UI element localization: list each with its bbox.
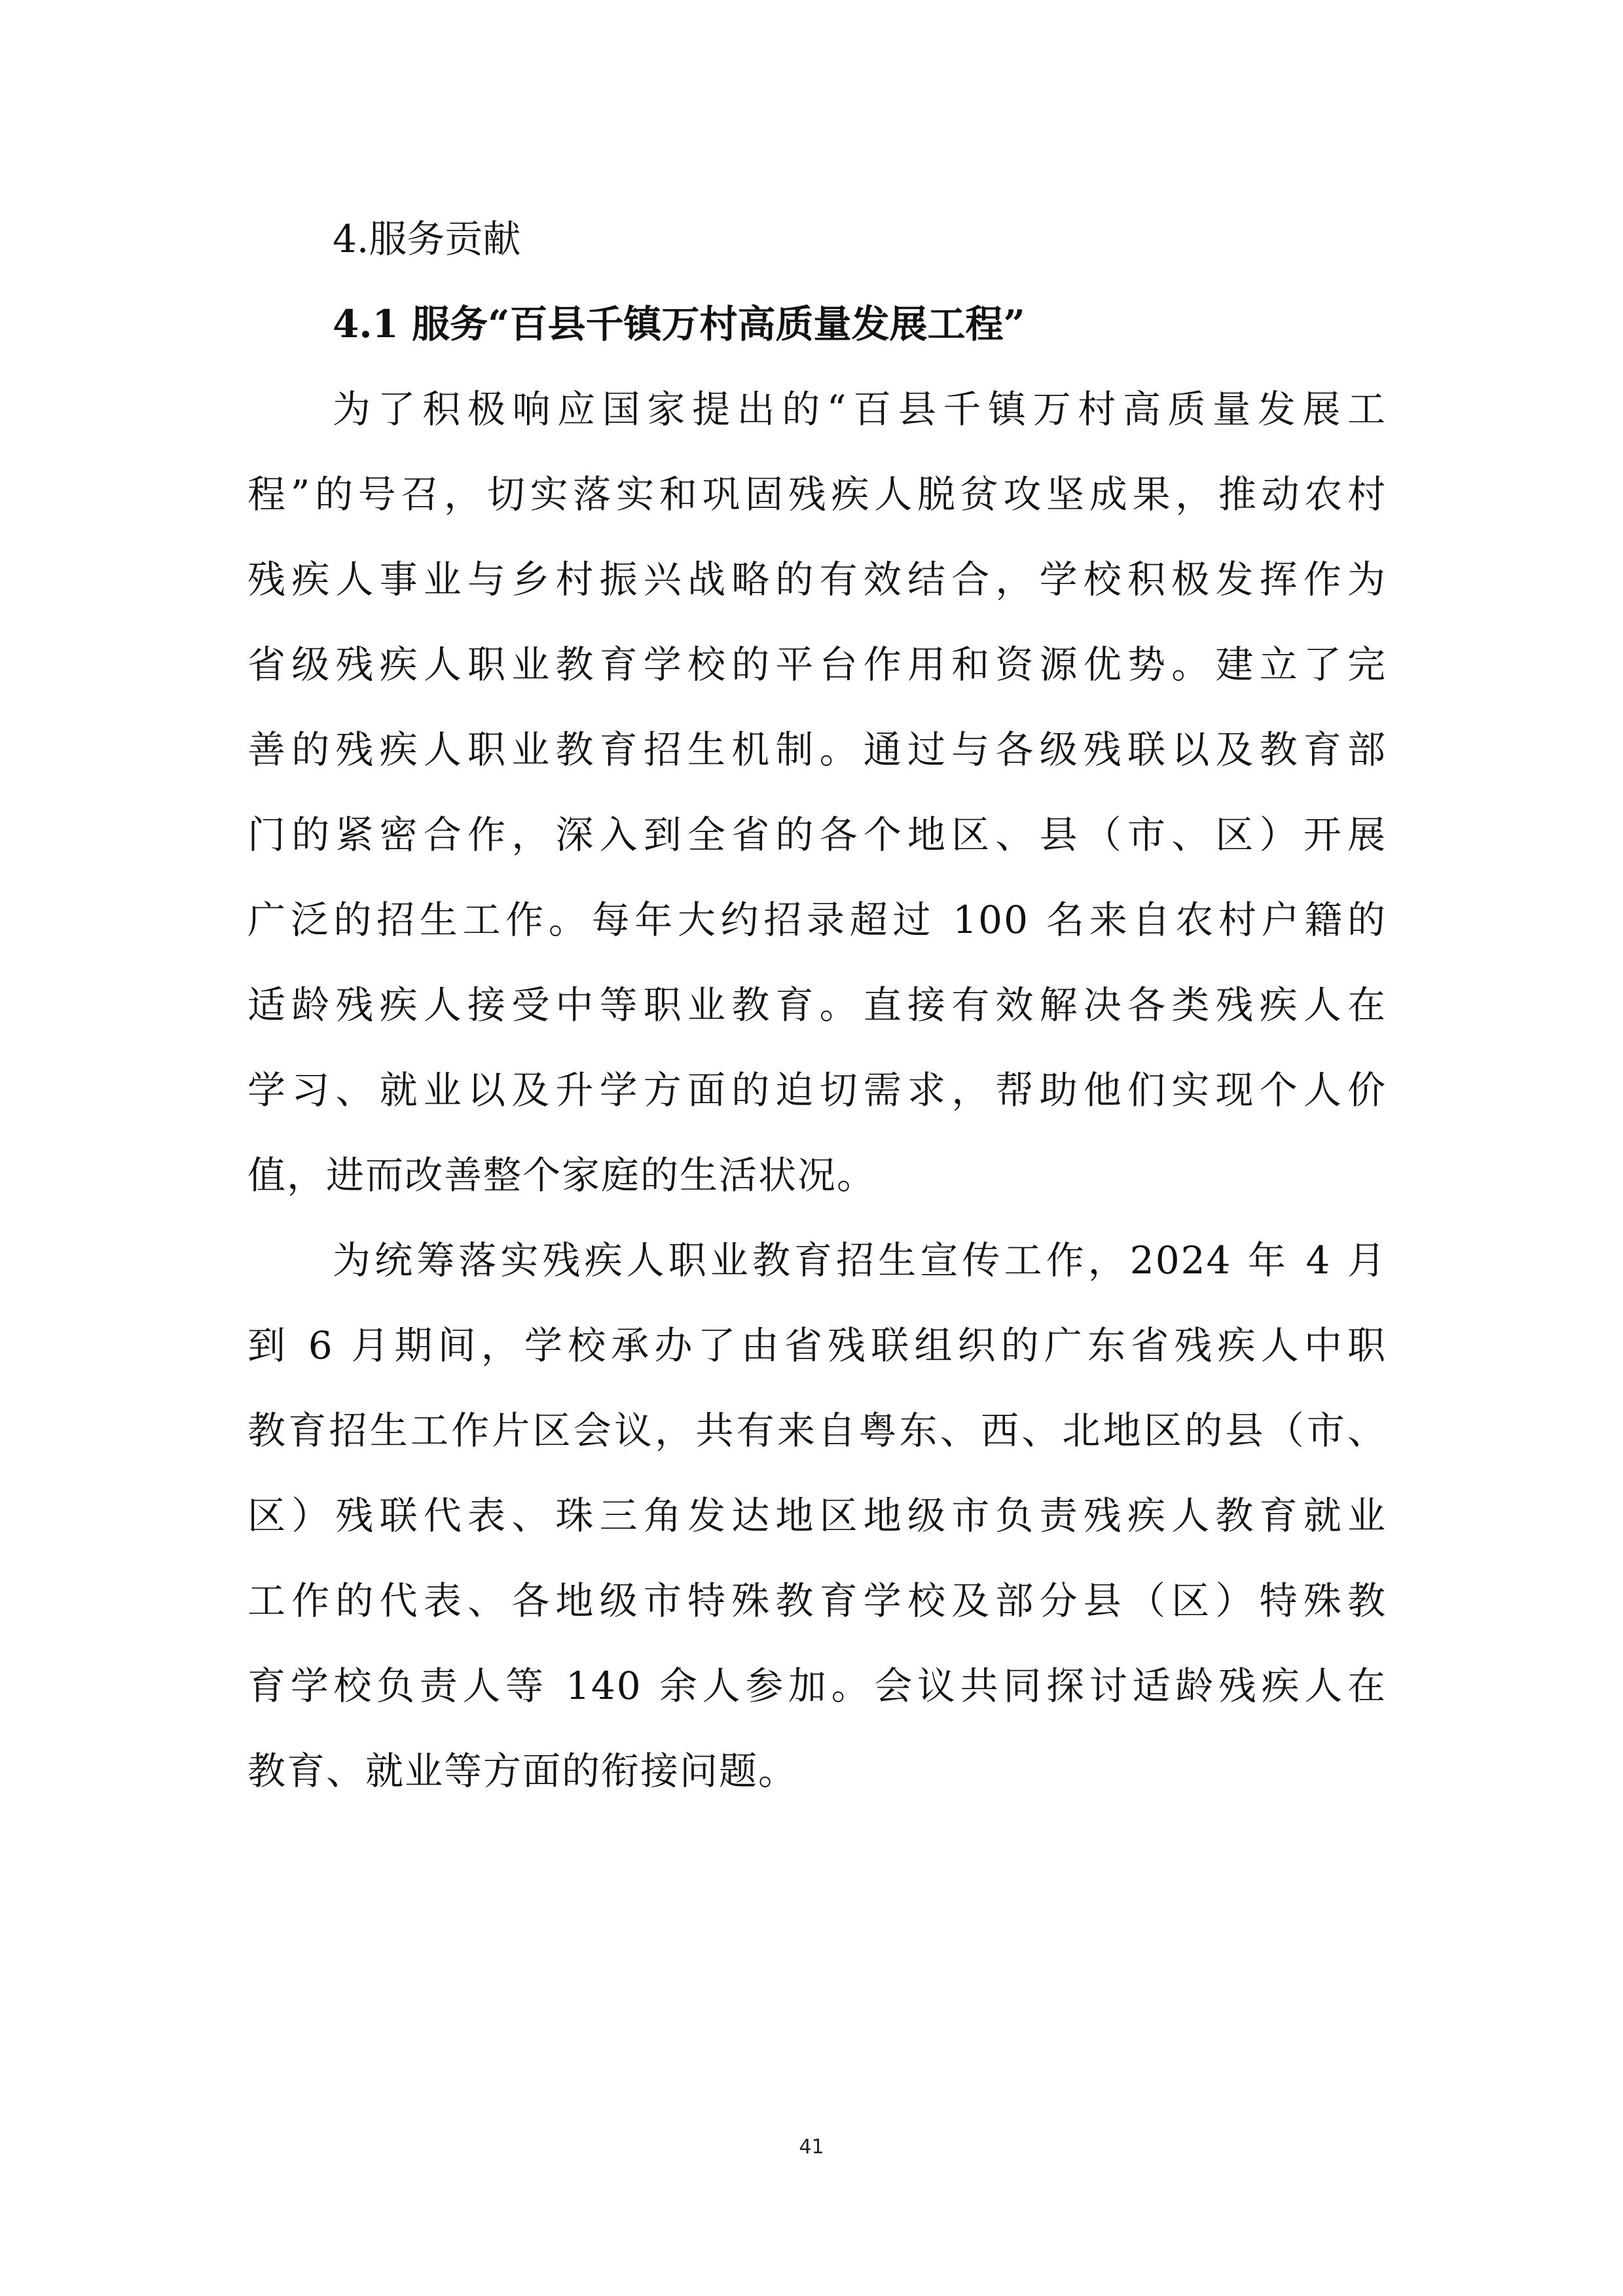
paragraph-line: 值，进而改善整个家庭的生活状况。: [247, 1153, 877, 1197]
paragraph-line: 残疾人事业与乡村振兴战略的有效结合，学校积极发挥作为: [247, 557, 1387, 602]
paragraph-line: 学习、就业以及升学方面的迫切需求，帮助他们实现个人价: [247, 1068, 1387, 1112]
page-number: 41: [799, 2136, 824, 2159]
paragraph-line: 适龄残疾人接受中等职业教育。直接有效解决各类残疾人在: [247, 983, 1387, 1027]
paragraph-line: 省级残疾人职业教育学校的平台作用和资源优势。建立了完: [247, 642, 1387, 687]
paragraph-1: [247, 367, 1387, 1218]
section-heading: 4.服务贡献: [333, 217, 521, 261]
paragraph-line: 教育、就业等方面的衔接问题。: [247, 1749, 798, 1793]
paragraph-line: 育学校负责人等 140 余人参加。会议共同探讨适龄残疾人在: [247, 1664, 1387, 1708]
paragraph-line: 为了积极响应国家提出的“百县千镇万村高质量发展工: [333, 387, 1387, 431]
paragraph-line: 程”的号召，切实落实和巩固残疾人脱贫攻坚成果，推动农村: [247, 472, 1387, 517]
paragraph-line: 为统筹落实残疾人职业教育招生宣传工作，2024 年 4 月: [333, 1238, 1387, 1283]
paragraph-line: 门的紧密合作，深入到全省的各个地区、县（市、区）开展: [247, 812, 1387, 857]
paragraph-line: 广泛的招生工作。每年大约招录超过 100 名来自农村户籍的: [247, 898, 1387, 942]
paragraph-line: 到 6 月期间，学校承办了由省残联组织的广东省残疾人中职: [247, 1323, 1387, 1368]
paragraph-line: 区）残联代表、珠三角发达地区地级市负责残疾人教育就业: [247, 1493, 1387, 1538]
paragraph-line: 工作的代表、各地级市特殊教育学校及部分县（区）特殊教: [247, 1578, 1387, 1623]
subsection-heading: 4.1 服务“百县千镇万村高质量发展工程”: [333, 302, 1025, 346]
paragraph-line: 教育招生工作片区会议，共有来自粤东、西、北地区的县（市、: [247, 1408, 1387, 1453]
document-body: [247, 196, 1387, 1813]
paragraph-line: 善的残疾人职业教育招生机制。通过与各级残联以及教育部: [247, 727, 1387, 772]
paragraph-2: [247, 1218, 1387, 1813]
